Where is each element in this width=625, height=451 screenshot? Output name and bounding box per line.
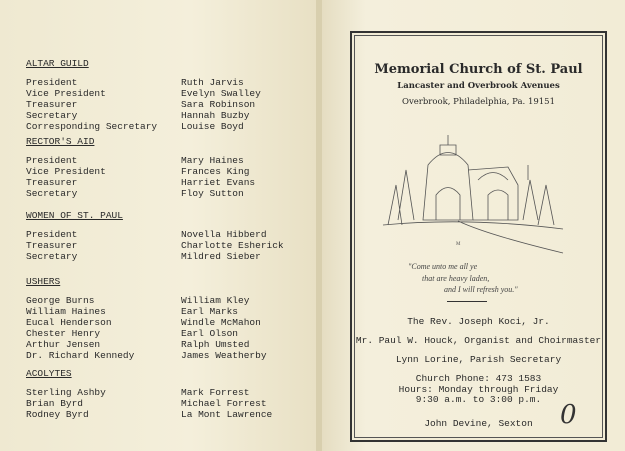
section-title: ACOLYTES (26, 368, 72, 379)
row-right: Hannah Buzby (181, 110, 250, 121)
row-left: Sterling Ashby (26, 387, 106, 398)
list-item (26, 177, 255, 188)
row-right: Mark Forrest (181, 387, 250, 398)
list-item (26, 229, 284, 240)
row-right: James Weatherby (181, 350, 267, 361)
divider (447, 301, 487, 302)
row-right: Mildred Sieber (181, 251, 261, 262)
list-item (26, 166, 255, 177)
row-left: Secretary (26, 110, 78, 121)
list-item (26, 339, 267, 350)
row-right: Charlotte Esherick (181, 240, 284, 251)
row-right: Ralph Umsted (181, 339, 250, 350)
row-left: Rodney Byrd (26, 409, 89, 420)
section-title: USHERS (26, 276, 61, 287)
row-right: Sara Robinson (181, 99, 256, 110)
row-left: Chester Henry (26, 328, 101, 339)
row-left: Secretary (26, 188, 78, 199)
church-address: Lancaster and Overbrook Avenues (397, 81, 560, 91)
row-right: Mary Haines (181, 155, 244, 166)
list-item (26, 350, 267, 361)
list-item (26, 409, 272, 420)
list-item (26, 387, 272, 398)
row-right: William Kley (181, 295, 250, 306)
list-item (26, 328, 267, 339)
quote-line-1: "Come unto me all ye (408, 262, 478, 271)
church-sketch (378, 125, 578, 255)
row-right: Michael Forrest (181, 398, 267, 409)
church-city: Overbrook, Philadelphia, Pa. 19151 (402, 97, 555, 107)
row-right: Earl Marks (181, 306, 239, 317)
svg-text:M: M (456, 242, 461, 247)
row-left: President (26, 155, 78, 166)
list-item (26, 398, 272, 409)
row-left: Treasurer (26, 240, 78, 251)
list-item (26, 251, 284, 262)
row-left: Dr. Richard Kennedy (26, 350, 135, 361)
sexton: John Devine, Sexton (424, 418, 533, 429)
row-right: Novella Hibberd (181, 229, 267, 240)
row-left: President (26, 77, 78, 88)
list-item (26, 155, 255, 166)
list-item (26, 99, 261, 110)
row-left: William Haines (26, 306, 106, 317)
row-left: Corresponding Secretary (26, 121, 158, 132)
rector: The Rev. Joseph Koci, Jr. (407, 316, 550, 327)
row-left: Treasurer (26, 99, 78, 110)
parish-secretary: Lynn Lorine, Parish Secretary (395, 354, 562, 365)
section-rector-s-aid (26, 136, 255, 199)
organist: Mr. Paul W. Houck, Organist and Choirmaster (355, 335, 602, 346)
list-item (26, 240, 284, 251)
section-title: ALTAR GUILD (26, 58, 89, 69)
row-left: Vice President (26, 166, 106, 177)
quote-line-3: and I will refresh you." (444, 285, 518, 294)
list-item (26, 77, 261, 88)
section-title: WOMEN OF ST. PAUL (26, 210, 123, 221)
section-altar-guild (26, 58, 261, 132)
row-left: Eucal Henderson (26, 317, 112, 328)
quote-line-2: that are heavy laden, (422, 274, 490, 283)
page-fold (316, 0, 322, 451)
row-left: President (26, 229, 78, 240)
list-item (26, 295, 267, 306)
row-right: Ruth Jarvis (181, 77, 244, 88)
row-right: Louise Boyd (181, 121, 244, 132)
row-left: Secretary (26, 251, 78, 262)
row-right: Evelyn Swalley (181, 88, 261, 99)
list-item (26, 121, 261, 132)
row-left: Treasurer (26, 177, 78, 188)
list-item (26, 188, 255, 199)
row-right: Windle McMahon (181, 317, 261, 328)
section-acolytes (26, 368, 272, 420)
church-phone: Church Phone: 473 1583 (415, 373, 542, 384)
list-item (26, 88, 261, 99)
row-right: Floy Sutton (181, 188, 244, 199)
row-right: La Mont Lawrence (181, 409, 273, 420)
section-title: RECTOR'S AID (26, 136, 95, 147)
list-item (26, 306, 267, 317)
row-left: Arthur Jensen (26, 339, 101, 350)
row-left: Brian Byrd (26, 398, 84, 409)
section-women-of-st-paul (26, 210, 284, 262)
handwritten-mark: 0 (560, 400, 577, 430)
row-left: George Burns (26, 295, 95, 306)
church-title: Memorial Church of St. Paul (374, 62, 583, 77)
list-item (26, 110, 261, 121)
office-hours: Hours: Monday through Friday (398, 384, 559, 395)
row-right: Frances King (181, 166, 250, 177)
row-left: Vice President (26, 88, 106, 99)
row-right: Earl Olson (181, 328, 239, 339)
row-right: Harriet Evans (181, 177, 256, 188)
list-item (26, 317, 267, 328)
section-ushers (26, 276, 267, 361)
office-times: 9:30 a.m. to 3:00 p.m. (415, 394, 542, 405)
